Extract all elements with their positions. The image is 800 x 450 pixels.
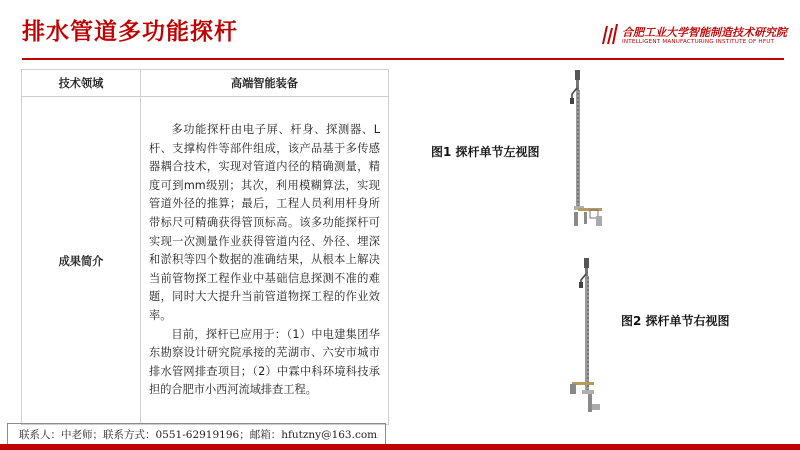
contact-box <box>7 423 386 446</box>
logo-chinese-name: 合肥工业大学智能制造技术研究院 <box>622 26 787 39</box>
table-row-field <box>22 70 389 97</box>
probe-rod-right-view-image <box>566 256 616 418</box>
contact-info: 联系人：中老师；联系方式：0551-62919196；邮箱：hfutzny@163.com <box>19 429 378 441</box>
title-divider <box>22 58 784 60</box>
hfut-logo-icon <box>598 22 620 46</box>
summary-paragraph-2: 目前，探杆已应用于：（1）中电建集团华东勘察设计研究院承接的芜湖市、六安市城市排水管网排查项目；（2）中霖中科环境科技承担的合肥市小西河流域排查工程。 <box>149 327 380 397</box>
page-title: 排水管道多功能探杆 <box>22 19 238 45</box>
table-row-summary <box>22 97 389 425</box>
summary-body-cell <box>141 97 389 425</box>
field-label-cell: 技术领域 <box>22 70 141 97</box>
summary-label-cell: 成果简介 <box>22 97 141 425</box>
probe-rod-left-view-image <box>560 68 610 230</box>
footer-stripe <box>0 444 800 450</box>
field-value-cell: 高端智能装备 <box>141 70 389 97</box>
figure-2-caption: 图2 探杆单节右视图 <box>621 314 730 328</box>
info-table <box>21 69 389 425</box>
summary-paragraph-1: 多功能探杆由电子屏、杆身、探测器、L杆、支撑构件等部件组成，该产品基于多传感器耦合技术，实现对管道内径的精确测量，精度可到mm级别；其次，利用模糊算法，实现管道外径的推算；最后，工程人员利用杆身所带标尺可精确获得管顶标高。该多功能探杆可实现一次测量作业获得管道内径、外径、埋深和淤积等四个数据的准确结果，从根本上解决当前管物探工程作业中基础信息探测不准的难题，同时大大提升当前管道物探工程的作业效率。 <box>149 123 380 322</box>
institute-logo <box>598 22 788 52</box>
logo-english-name: INTELLIGENT MANUFACTURING INSTITUTE OF HFUT <box>622 39 775 45</box>
figure-1-caption: 图1 探杆单节左视图 <box>431 145 540 159</box>
